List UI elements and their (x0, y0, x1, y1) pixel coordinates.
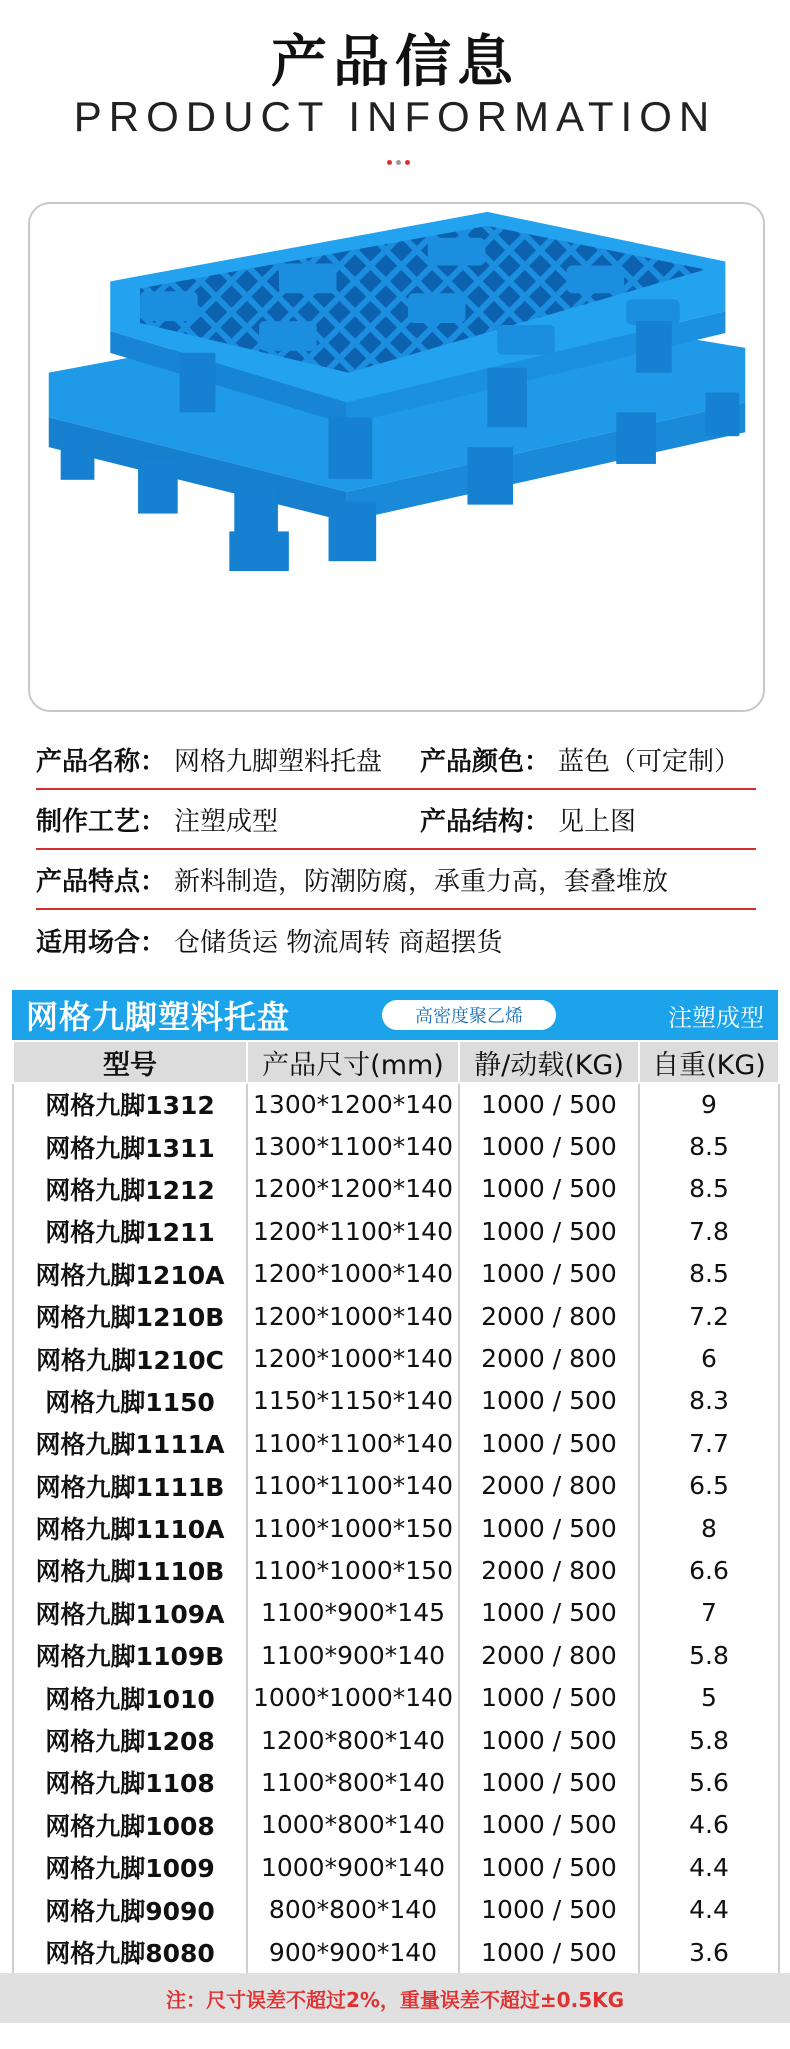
weight-cell: 8 (639, 1507, 779, 1549)
dot-icon (396, 160, 401, 165)
weight-cell: 7.7 (639, 1422, 779, 1464)
size-cell: 1300*1200*140 (247, 1083, 459, 1125)
size-cell: 1150*1150*140 (247, 1380, 459, 1422)
weight-cell: 5 (639, 1676, 779, 1718)
size-cell: 900*900*140 (247, 1931, 459, 1973)
spec-value: 新料制造，防潮防腐，承重力高，套叠堆放 (174, 866, 669, 897)
table-row (13, 1719, 779, 1761)
load-cell: 1000 / 500 (459, 1592, 639, 1634)
load-cell: 1000 / 500 (459, 1210, 639, 1252)
page-title: 产品信息 (271, 30, 519, 95)
page-subtitle: PRODUCT INFORMATION (73, 93, 717, 140)
load-cell: 1000 / 500 (459, 1676, 639, 1718)
weight-cell: 6 (639, 1337, 779, 1379)
model-cell: 网格九脚1110B (13, 1549, 247, 1591)
model-cell: 网格九脚1110A (13, 1507, 247, 1549)
model-cell: 网格九脚1311 (13, 1125, 247, 1167)
size-cell: 1100*1100*140 (247, 1422, 459, 1464)
table-row (13, 1465, 779, 1507)
size-cell: 1200*1100*140 (247, 1210, 459, 1252)
model-cell: 网格九脚1210A (13, 1253, 247, 1295)
table-row (13, 1083, 779, 1125)
model-cell: 网格九脚1210B (13, 1295, 247, 1337)
load-cell: 1000 / 500 (459, 1083, 639, 1125)
table-row (13, 1761, 779, 1803)
plastic-pallet-image (30, 204, 763, 710)
model-cell: 网格九脚1009 (13, 1846, 247, 1888)
decorative-dots (383, 160, 413, 168)
weight-cell: 5.8 (639, 1719, 779, 1761)
weight-cell: 8.5 (639, 1125, 779, 1167)
weight-cell: 4.4 (639, 1846, 779, 1888)
table-row (13, 1253, 779, 1295)
size-cell: 1000*900*140 (247, 1846, 459, 1888)
table-row (13, 1888, 779, 1930)
size-cell: 1100*900*140 (247, 1634, 459, 1676)
spec-value: 蓝色（可定制） (558, 746, 741, 777)
table-title-bar (12, 990, 778, 1040)
spec-value: 网格九脚塑料托盘 (174, 746, 383, 777)
weight-cell: 6.6 (639, 1549, 779, 1591)
size-cell: 1100*800*140 (247, 1761, 459, 1803)
model-cell: 网格九脚1108 (13, 1761, 247, 1803)
model-cell: 网格九脚1010 (13, 1676, 247, 1718)
size-cell: 1200*1200*140 (247, 1168, 459, 1210)
column-header: 型号 (13, 1041, 247, 1083)
dot-icon (405, 160, 410, 165)
tolerance-note: 注：尺寸误差不超过2%，重量误差不超过±0.5KG (0, 1973, 790, 2023)
size-cell: 1200*1000*140 (247, 1253, 459, 1295)
spec-row (36, 790, 756, 850)
table-row (13, 1168, 779, 1210)
weight-cell: 7 (639, 1592, 779, 1634)
size-cell: 1200*800*140 (247, 1719, 459, 1761)
load-cell: 1000 / 500 (459, 1931, 639, 1973)
spec-label: 产品颜色： (420, 746, 551, 777)
model-cell: 网格九脚1212 (13, 1168, 247, 1210)
load-cell: 1000 / 500 (459, 1888, 639, 1930)
weight-cell: 3.6 (639, 1931, 779, 1973)
load-cell: 1000 / 500 (459, 1168, 639, 1210)
model-cell: 网格九脚1208 (13, 1719, 247, 1761)
spec-list (36, 730, 756, 970)
table-row (13, 1846, 779, 1888)
weight-cell: 8.5 (639, 1168, 779, 1210)
spec-value: 见上图 (558, 806, 637, 837)
model-cell: 网格九脚1008 (13, 1804, 247, 1846)
weight-cell: 5.6 (639, 1761, 779, 1803)
weight-cell: 9 (639, 1083, 779, 1125)
product-image (28, 202, 765, 712)
model-cell: 网格九脚1312 (13, 1083, 247, 1125)
table-row (13, 1210, 779, 1252)
weight-cell: 7.8 (639, 1210, 779, 1252)
table-row (13, 1549, 779, 1591)
process-label: 注塑成型 (668, 1004, 764, 1032)
column-header: 自重(KG) (639, 1041, 779, 1083)
model-cell: 网格九脚1210C (13, 1337, 247, 1379)
table-row (13, 1422, 779, 1464)
size-cell: 1100*1100*140 (247, 1465, 459, 1507)
spec-value: 注塑成型 (174, 806, 279, 837)
size-cell: 1100*1000*150 (247, 1507, 459, 1549)
table-row (13, 1380, 779, 1422)
size-cell: 1200*1000*140 (247, 1337, 459, 1379)
material-badge: 高密度聚乙烯 (382, 1000, 556, 1030)
table-row (13, 1804, 779, 1846)
table-row (13, 1592, 779, 1634)
weight-cell: 6.5 (639, 1465, 779, 1507)
size-cell: 1000*1000*140 (247, 1676, 459, 1718)
spec-label: 产品特点： (36, 866, 167, 897)
table-body (13, 1083, 779, 1973)
table-row (13, 1337, 779, 1379)
table-title: 网格九脚塑料托盘 (26, 998, 291, 1036)
model-cell: 网格九脚1109A (13, 1592, 247, 1634)
spec-row (36, 850, 756, 910)
table-header-row (13, 1041, 779, 1083)
size-cell: 1000*800*140 (247, 1804, 459, 1846)
spec-label: 适用场合： (36, 927, 167, 958)
model-cell: 网格九脚1111B (13, 1465, 247, 1507)
load-cell: 1000 / 500 (459, 1804, 639, 1846)
table-row (13, 1931, 779, 1973)
spec-label: 产品结构： (420, 806, 551, 837)
dot-icon (387, 160, 392, 165)
model-cell: 网格九脚1109B (13, 1634, 247, 1676)
weight-cell: 4.4 (639, 1888, 779, 1930)
load-cell: 1000 / 500 (459, 1253, 639, 1295)
load-cell: 2000 / 800 (459, 1465, 639, 1507)
model-cell: 网格九脚1150 (13, 1380, 247, 1422)
load-cell: 1000 / 500 (459, 1125, 639, 1167)
load-cell: 1000 / 500 (459, 1380, 639, 1422)
spec-table (12, 990, 778, 1974)
model-cell: 网格九脚1111A (13, 1422, 247, 1464)
model-cell: 网格九脚9090 (13, 1888, 247, 1930)
column-header: 产品尺寸(mm) (247, 1041, 459, 1083)
load-cell: 2000 / 800 (459, 1295, 639, 1337)
load-cell: 1000 / 500 (459, 1846, 639, 1888)
spec-value: 仓储货运 物流周转 商超摆货 (174, 927, 503, 958)
column-header: 静/动载(KG) (459, 1041, 639, 1083)
load-cell: 1000 / 500 (459, 1422, 639, 1464)
load-cell: 1000 / 500 (459, 1507, 639, 1549)
table-row (13, 1295, 779, 1337)
size-cell: 1100*900*145 (247, 1592, 459, 1634)
table-row (13, 1507, 779, 1549)
size-cell: 1300*1100*140 (247, 1125, 459, 1167)
size-cell: 800*800*140 (247, 1888, 459, 1930)
spec-row (36, 730, 756, 790)
load-cell: 2000 / 800 (459, 1337, 639, 1379)
weight-cell: 7.2 (639, 1295, 779, 1337)
spec-label: 产品名称： (36, 746, 167, 777)
load-cell: 2000 / 800 (459, 1634, 639, 1676)
weight-cell: 8.3 (639, 1380, 779, 1422)
load-cell: 2000 / 800 (459, 1549, 639, 1591)
weight-cell: 4.6 (639, 1804, 779, 1846)
size-cell: 1200*1000*140 (247, 1295, 459, 1337)
table-row (13, 1634, 779, 1676)
model-cell: 网格九脚1211 (13, 1210, 247, 1252)
size-cell: 1100*1000*150 (247, 1549, 459, 1591)
spec-row (36, 910, 756, 970)
model-cell: 网格九脚8080 (13, 1931, 247, 1973)
table-row (13, 1125, 779, 1167)
model-table (12, 1040, 780, 1974)
spec-label: 制作工艺： (36, 806, 167, 837)
load-cell: 1000 / 500 (459, 1719, 639, 1761)
load-cell: 1000 / 500 (459, 1761, 639, 1803)
weight-cell: 5.8 (639, 1634, 779, 1676)
weight-cell: 8.5 (639, 1253, 779, 1295)
table-row (13, 1676, 779, 1718)
